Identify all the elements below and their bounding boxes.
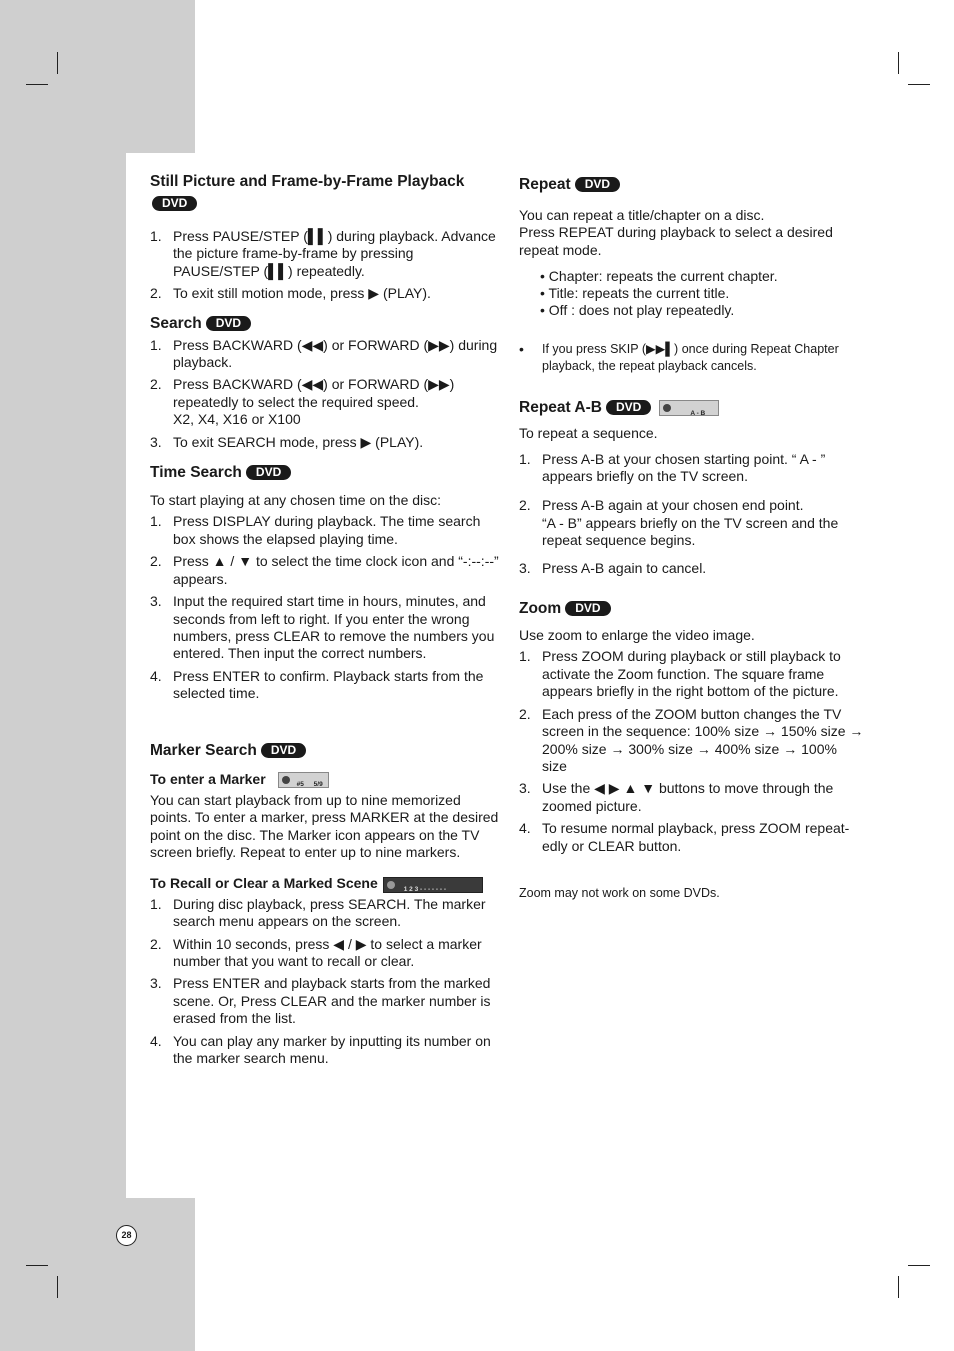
list-item — [519, 451, 864, 486]
repeat-modes — [519, 268, 864, 319]
page-margin-side — [0, 153, 126, 1198]
repeat-note-text: If you press SKIP (▶▶▌) once during Repeat Chapter playback, the repeat playback cancels. — [542, 342, 839, 373]
marker-heading — [150, 741, 500, 761]
step-number: 2. — [150, 553, 162, 570]
time-search-title: Time Search — [150, 464, 242, 482]
step-text: Press BACKWARD (◀◀) or FORWARD (▶▶) repeatedly to select the required speed. — [173, 376, 455, 410]
marker-section — [150, 741, 500, 1068]
step-text: Within 10 seconds, press ◀ / ▶ to select a marker number that you want to recall or clear. — [173, 935, 482, 969]
page-margin-top — [0, 0, 195, 153]
right-column — [519, 175, 864, 913]
repeat-ab-heading — [519, 398, 864, 418]
crop-mark — [898, 1276, 899, 1298]
list-item — [150, 1033, 500, 1068]
dvd-badge: DVD — [246, 465, 291, 480]
still-title: Still Picture and Frame-by-Frame Playback — [150, 173, 465, 190]
repeat-note — [519, 341, 864, 374]
zoom-title: Zoom — [519, 600, 562, 618]
crop-mark — [57, 1276, 58, 1298]
step-text: Use the ◀ ▶ ▲ ▼ buttons to move through the zoomed picture. — [542, 780, 834, 814]
step-number: 3. — [519, 559, 531, 576]
step-number: 3. — [150, 433, 162, 450]
step-number: 2. — [150, 376, 162, 393]
recall-marker-heading — [150, 874, 500, 892]
crop-mark — [57, 52, 58, 74]
time-search-section — [150, 463, 500, 702]
list-item — [519, 497, 864, 549]
marker-icon — [282, 776, 290, 784]
step-text: Press ENTER to confirm. Playback starts from the selected time. — [173, 667, 484, 702]
step-number: 1. — [150, 513, 162, 530]
step-number: 4. — [150, 667, 162, 684]
search-title: Search — [150, 314, 202, 332]
crop-mark — [26, 84, 48, 85]
marker-osd-count: 5/9 — [313, 780, 323, 788]
step-text: Press ZOOM during playback or still playback to activate the Zoom function. The square frame appears briefly in the right bottom of the picture. — [542, 648, 841, 700]
repeat-section — [519, 175, 864, 374]
dvd-badge: DVD — [206, 316, 251, 331]
list-item — [150, 896, 500, 931]
list-item — [150, 513, 500, 548]
repeat-ab-osd-text: A - B — [690, 410, 706, 418]
step-text: During disc playback, press SEARCH. The marker search menu appears on the screen. — [173, 895, 486, 930]
list-item — [150, 936, 500, 971]
marker-search-osd-text: 1 2 3 - - - - - - - — [403, 885, 446, 893]
left-column — [150, 172, 500, 1072]
zoom-steps — [519, 648, 864, 854]
step-number: 3. — [150, 975, 162, 992]
list-item: • Off : does not play repeatedly. — [540, 302, 735, 319]
list-item — [150, 337, 500, 372]
zoom-note: Zoom may not work on some DVDs. — [519, 885, 720, 900]
step-extra: “A - B” appears briefly on the TV screen and the repeat sequence begins. — [542, 514, 839, 549]
list-item — [150, 376, 500, 428]
search-section — [150, 314, 500, 451]
list-item — [150, 593, 500, 663]
step-text: Press DISPLAY during playback. The time search box shows the elapsed playing time. — [173, 513, 481, 547]
step-text: Press A-B again to cancel. — [542, 559, 707, 576]
step-text: Each press of the ZOOM button changes the TV screen in the sequence: 100% size → 150% size → 200% size → 300% size → 400% size → 100% size — [542, 705, 864, 774]
step-text: Press A-B at your chosen starting point. “ A - ” appears briefly on the TV screen. — [542, 450, 826, 485]
step-text: To exit still motion mode, press ▶ (PLAY). — [173, 285, 431, 302]
page-number: 28 — [116, 1225, 137, 1246]
recall-marker-title: To Recall or Clear a Marked Scene — [150, 875, 378, 892]
time-search-heading — [150, 463, 500, 483]
still-section — [150, 172, 500, 303]
step-text: Press BACKWARD (◀◀) or FORWARD (▶▶) during playback. — [173, 336, 498, 371]
marker-title: Marker Search — [150, 741, 257, 759]
still-steps — [150, 228, 500, 303]
list-item: • Chapter: repeats the current chapter. — [540, 268, 778, 285]
step-number: 3. — [519, 780, 531, 797]
step-text: Press ENTER and playback starts from the marked scene. Or, Press CLEAR and the marker number is erased from the list. — [173, 975, 491, 1027]
crop-mark — [908, 84, 930, 85]
marker-search-osd — [383, 877, 483, 893]
list-item — [519, 648, 864, 700]
repeat-ab-osd — [659, 400, 719, 416]
marker-icon — [387, 881, 395, 889]
step-number: 1. — [150, 895, 162, 912]
list-item — [150, 434, 500, 451]
search-steps — [150, 337, 500, 451]
recall-steps — [150, 896, 500, 1068]
repeat-icon — [663, 404, 671, 412]
crop-mark — [898, 52, 899, 74]
repeat-intro-2: Press REPEAT during playback to select a desired repeat mode. — [519, 224, 833, 258]
bullet: • — [519, 341, 524, 358]
zoom-section — [519, 599, 864, 901]
list-item — [150, 975, 500, 1027]
dvd-badge: DVD — [152, 196, 197, 211]
step-number: 1. — [150, 336, 162, 353]
repeat-ab-title: Repeat A-B — [519, 399, 602, 417]
step-number: 2. — [150, 935, 162, 952]
page-margin-bottom — [0, 1198, 195, 1351]
dvd-badge: DVD — [606, 400, 651, 415]
repeat-intro-1: You can repeat a title/chapter on a disc. — [519, 207, 765, 223]
step-text: To exit SEARCH mode, press ▶ (PLAY). — [173, 433, 424, 450]
list-item: • Title: repeats the current title. — [540, 285, 730, 302]
step-number: 4. — [150, 1032, 162, 1049]
list-item — [519, 706, 864, 776]
still-heading — [150, 172, 500, 192]
list-item — [150, 668, 500, 703]
step-text: Press A-B again at your chosen end point. — [542, 497, 804, 514]
step-number: 2. — [519, 497, 531, 514]
list-item — [519, 780, 864, 815]
step-text: You can play any marker by inputting its number on the marker search menu. — [173, 1032, 491, 1066]
list-item — [519, 820, 864, 855]
step-number: 2. — [150, 285, 162, 302]
time-search-intro: To start playing at any chosen time on the disc: — [150, 492, 442, 509]
dvd-badge: DVD — [261, 743, 306, 758]
repeat-title: Repeat — [519, 176, 571, 193]
step-number: 4. — [519, 820, 531, 837]
repeat-heading — [519, 175, 864, 195]
step-text: To resume normal playback, press ZOOM repeat-edly or CLEAR button. — [542, 820, 850, 854]
search-heading — [150, 314, 500, 334]
crop-mark — [26, 1265, 48, 1266]
step-number: 2. — [519, 705, 531, 722]
enter-marker-title: To enter a Marker — [150, 770, 266, 787]
list-item — [150, 553, 500, 588]
zoom-heading — [519, 599, 864, 619]
step-text: Press ▲ / ▼ to select the time clock icon and “-:--:--” appears. — [173, 553, 499, 587]
time-search-steps — [150, 513, 500, 702]
list-item — [150, 285, 500, 302]
crop-mark — [908, 1265, 930, 1266]
repeat-ab-intro: To repeat a sequence. — [519, 425, 658, 442]
step-extra: X2, X4, X16 or X100 — [173, 411, 301, 428]
dvd-badge: DVD — [565, 601, 610, 616]
marker-osd-num: #5 — [296, 780, 304, 788]
list-item — [519, 560, 864, 577]
step-number: 1. — [519, 450, 531, 467]
enter-marker-heading — [150, 770, 500, 788]
dvd-badge: DVD — [575, 177, 620, 192]
repeat-ab-section — [519, 398, 864, 577]
step-number: 1. — [150, 228, 162, 244]
step-number: 3. — [150, 593, 162, 610]
enter-marker-text: You can start playback from up to nine memorized points. To enter a marker, press MARKER at the desired point on the disc. The Marker icon appears on the TV screen briefly. Repeat to enter up to nine markers. — [150, 791, 499, 861]
step-text: Press PAUSE/STEP (▌▌) during playback. Advance the picture frame-by-frame by pressing PAUSE/STEP (▌▌) repeatedly. — [173, 228, 496, 279]
zoom-intro: Use zoom to enlarge the video image. — [519, 627, 755, 644]
repeat-ab-steps — [519, 451, 864, 577]
step-number: 1. — [519, 648, 531, 665]
step-text: Input the required start time in hours, minutes, and seconds from left to right. If you enter the wrong numbers, press CLEAR to remove the numbers you entered. Then input the correct numbers. — [173, 593, 495, 662]
list-item — [150, 228, 500, 280]
marker-osd — [278, 772, 329, 788]
